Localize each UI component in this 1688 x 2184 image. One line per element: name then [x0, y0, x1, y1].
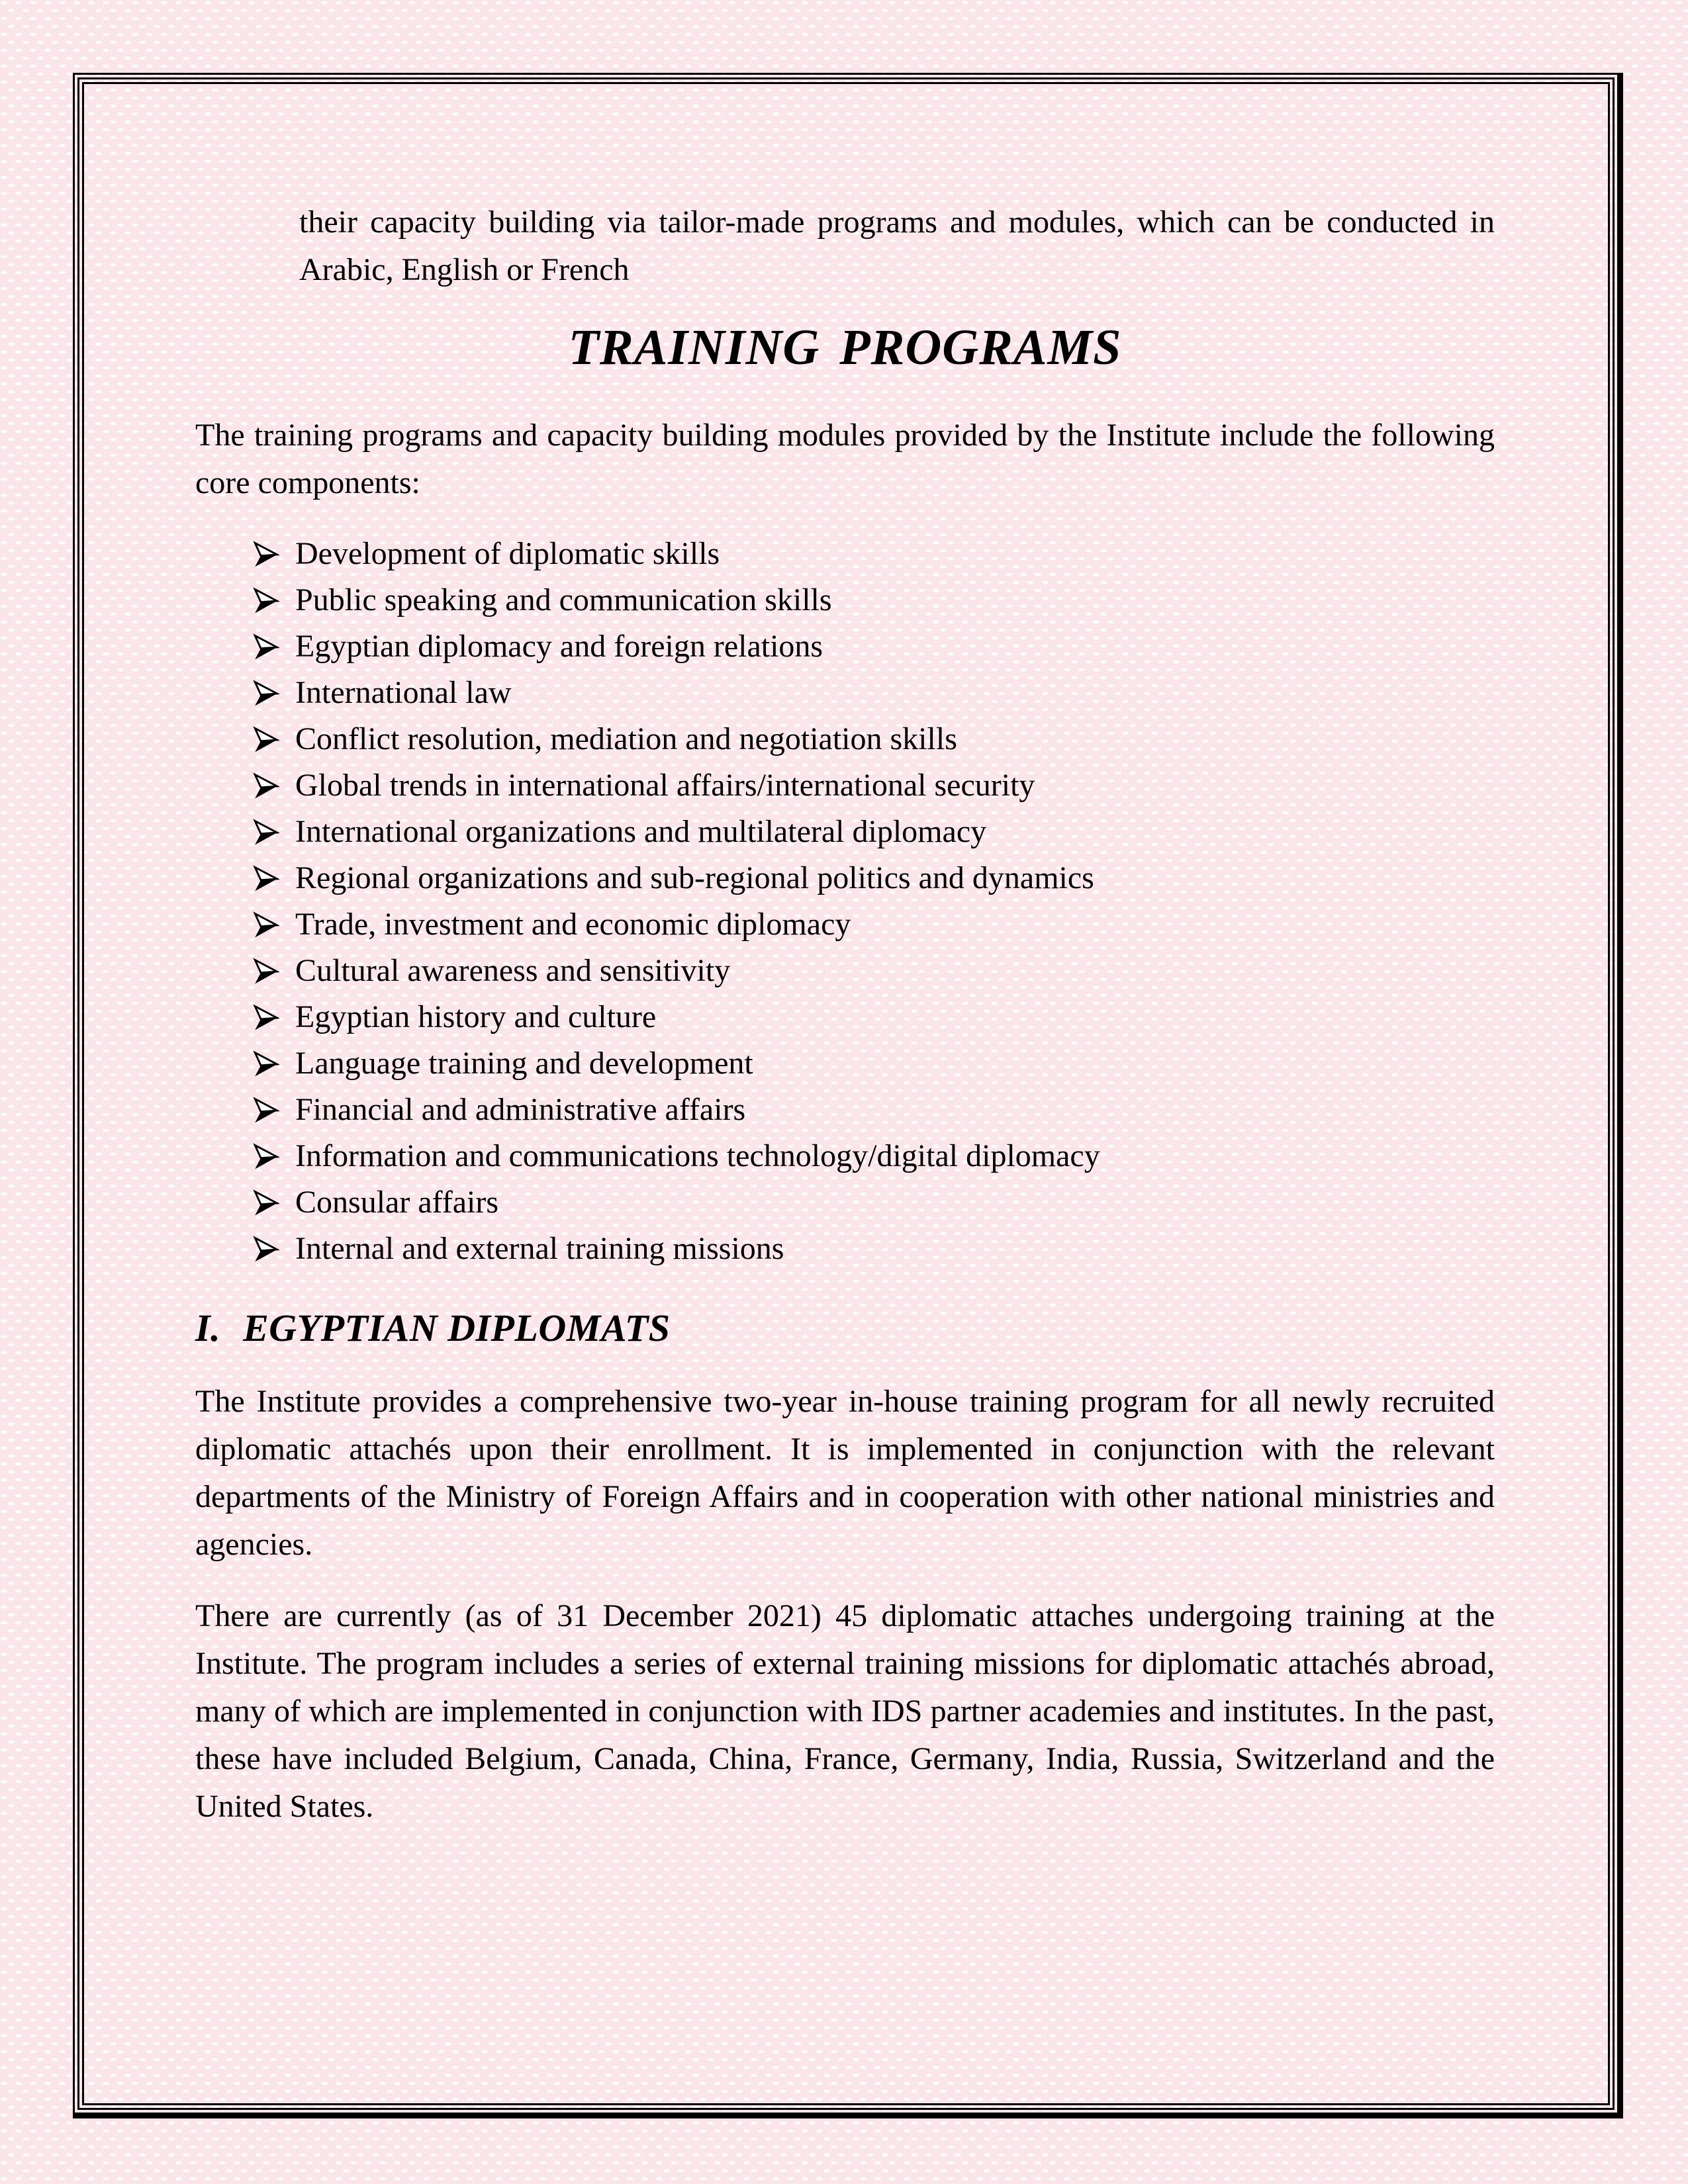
bullet-item	[252, 1087, 1495, 1133]
bullet-item	[252, 762, 1495, 809]
bullet-item	[252, 623, 1495, 670]
bullet-item-label: Conflict resolution, mediation and negotiation skills	[295, 721, 957, 756]
page-content	[195, 199, 1495, 1831]
arrow-bullet-icon	[252, 911, 279, 939]
bullet-item	[252, 716, 1495, 762]
bullet-item	[252, 809, 1495, 855]
core-components-list	[195, 531, 1495, 1272]
arrow-bullet-icon	[252, 680, 279, 707]
bullet-item-label: International organizations and multilateral diplomacy	[295, 814, 987, 849]
body-paragraph-1: The Institute provides a comprehensive two-year in-house training program for all newly recruited diplomatic attachés upon their enrollment. It is implemented in conjunction with the relevant departments of the Ministry of Foreign Affairs and in cooperation with other national ministries and agencies.	[195, 1384, 1495, 1562]
arrow-bullet-icon	[252, 1189, 279, 1217]
lead-paragraph: The training programs and capacity building modules provided by the Institute include the following core components:	[195, 418, 1495, 500]
bullet-item	[252, 855, 1495, 901]
bullet-item	[252, 1040, 1495, 1087]
section-title: TRAINING PROGRAMS	[568, 320, 1122, 375]
bullet-item-label: Egyptian history and culture	[295, 999, 657, 1034]
subsection-number: I.	[195, 1306, 221, 1349]
arrow-bullet-icon	[252, 958, 279, 985]
bullet-item-label: Global trends in international affairs/international security	[295, 768, 1035, 803]
bullet-item-label: Internal and external training missions	[295, 1231, 784, 1266]
bullet-item	[252, 994, 1495, 1040]
bullet-item	[252, 948, 1495, 994]
bullet-item-label: Information and communications technology/digital diplomacy	[295, 1138, 1100, 1173]
arrow-bullet-icon	[252, 1004, 279, 1032]
bullet-item	[252, 1179, 1495, 1226]
arrow-bullet-icon	[252, 865, 279, 893]
arrow-bullet-icon	[252, 587, 279, 615]
bullet-item-label: Consular affairs	[295, 1185, 499, 1220]
subsection-heading	[195, 1302, 1495, 1354]
bullet-item-label: Public speaking and communication skills	[295, 582, 832, 617]
bullet-item-label: Regional organizations and sub-regional politics and dynamics	[295, 860, 1094, 895]
bullet-item	[252, 1133, 1495, 1179]
arrow-bullet-icon	[252, 1050, 279, 1078]
bullet-item	[252, 1226, 1495, 1272]
bullet-item-label: Development of diplomatic skills	[295, 536, 720, 571]
arrow-bullet-icon	[252, 1236, 279, 1263]
arrow-bullet-icon	[252, 819, 279, 846]
bullet-item	[252, 901, 1495, 948]
body-paragraph-2: There are currently (as of 31 December 2021) 45 diplomatic attaches undergoing training at the Institute. The program includes a series of external training missions for diplomatic attachés abroad, many of which are implemented in conjunction with IDS partner academies and institutes. In the past, these have included Belgium, Canada, China, France, Germany, India, Russia, Switzerland and the United States.	[195, 1598, 1495, 1824]
bullet-item	[252, 531, 1495, 577]
intro-paragraph: their capacity building via tailor-made programs and modules, which can be conducted in Arabic, English or French	[299, 205, 1495, 287]
arrow-bullet-icon	[252, 633, 279, 661]
arrow-bullet-icon	[252, 1097, 279, 1124]
arrow-bullet-icon	[252, 541, 279, 569]
bullet-item-label: Financial and administrative affairs	[295, 1092, 746, 1127]
bullet-item	[252, 577, 1495, 623]
bullet-item-label: Language training and development	[295, 1046, 753, 1081]
arrow-bullet-icon	[252, 1143, 279, 1171]
arrow-bullet-icon	[252, 772, 279, 800]
subsection-title: EGYPTIAN DIPLOMATS	[243, 1306, 671, 1349]
bullet-item-label: Cultural awareness and sensitivity	[295, 953, 731, 988]
bullet-item-label: Trade, investment and economic diplomacy	[295, 907, 851, 942]
bullet-item-label: International law	[295, 675, 512, 710]
bullet-item-label: Egyptian diplomacy and foreign relations	[295, 629, 823, 664]
arrow-bullet-icon	[252, 726, 279, 754]
bullet-item	[252, 670, 1495, 716]
